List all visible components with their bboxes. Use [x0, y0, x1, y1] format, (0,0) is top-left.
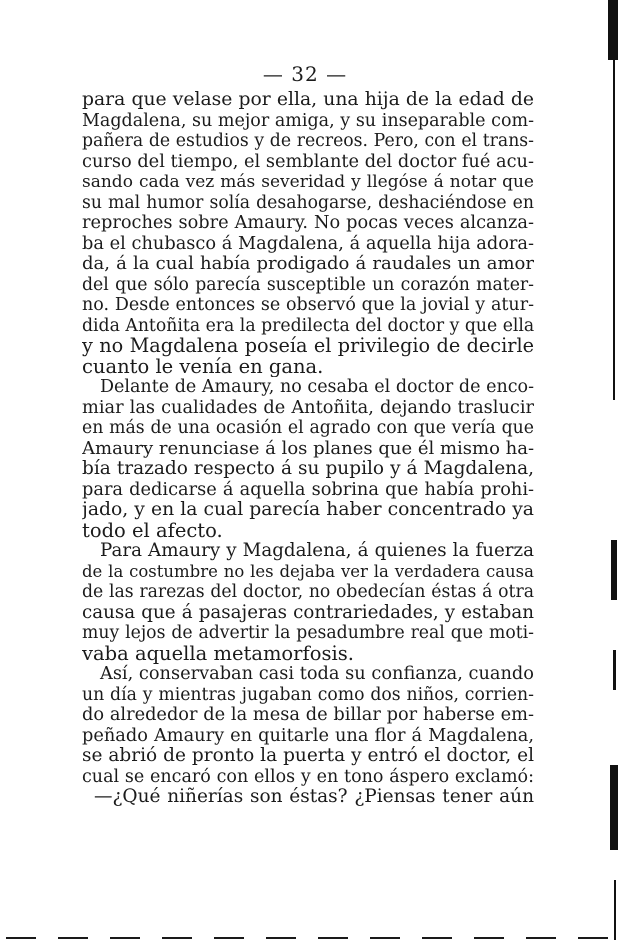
scan-dash: [266, 937, 296, 939]
scan-dash: [110, 937, 140, 939]
text-line: reproches sobre Amaury. No pocas veces alcanza-: [82, 213, 534, 233]
text-line: pañera de estudios y de recreos. Pero, con el trans-: [82, 131, 534, 151]
text-line: cual se encaró con ellos y en tono áspero exclamó:: [82, 766, 534, 787]
scan-dash: [578, 937, 608, 939]
scan-dash: [526, 937, 556, 939]
text-line: muy lejos de advertir la pesadumbre real que moti-: [82, 623, 534, 643]
text-line: jado, y en la cual parecía haber concentrado ya: [82, 500, 534, 520]
text-line: bía trazado respecto á su pupilo y á Magdalena,: [82, 459, 534, 479]
text-line: Amaury renunciase á los planes que él mismo ha-: [82, 438, 534, 459]
text-line: para que velase por ella, una hija de la edad de: [82, 90, 534, 110]
text-line: de la costumbre no les dejaba ver la verdadera causa: [82, 561, 534, 581]
text-line: en más de una ocasión el agrado con que vería que: [82, 418, 534, 438]
scan-dash: [214, 937, 244, 939]
binding-mark: [611, 540, 617, 600]
scan-dash: [58, 937, 88, 939]
text-line: miar las cualidades de Antoñita, dejando traslucir: [82, 397, 534, 418]
scan-dash: [422, 937, 452, 939]
text-line: Magdalena, su mejor amiga, y su inseparable com-: [82, 110, 534, 131]
body-text: [82, 90, 534, 808]
page-number: — 32 —: [262, 62, 348, 86]
binding-mark: [613, 60, 615, 400]
text-line: sando cada vez más severidad y llegóse á notar que: [82, 172, 534, 192]
scan-dash: [474, 937, 504, 939]
text-line: ba el chubasco á Magdalena, á aquella hija adora-: [82, 233, 534, 254]
text-line: no. Desde entonces se observó que la jovial y atur-: [82, 295, 534, 315]
text-line: dida Antoñita era la predilecta del doctor y que ella: [82, 315, 534, 336]
text-line: —¿Qué niñerías son éstas? ¿Piensas tener aún: [94, 787, 534, 807]
scan-dash: [6, 937, 36, 939]
text-line: Delante de Amaury, no cesaba el doctor de enco-: [100, 377, 534, 397]
text-line: del que sólo parecía susceptible un corazón mater-: [82, 274, 534, 295]
scan-dash: [162, 937, 192, 939]
binding-mark: [613, 650, 616, 690]
text-line: cuanto le venía en gana.: [82, 356, 324, 377]
text-line: todo el afecto.: [82, 520, 223, 541]
text-line: un día y mientras jugaban como dos niños, corrien-: [82, 684, 534, 705]
text-line: do alrededor de la mesa de billar por haberse em-: [82, 705, 534, 725]
binding-mark: [614, 880, 616, 940]
text-line: se abrió de pronto la puerta y entró el doctor, el: [82, 746, 534, 766]
text-line: Para Amaury y Magdalena, á quienes la fuerza: [100, 541, 534, 561]
scan-dash: [370, 937, 400, 939]
text-line: vaba aquella metamorfosis.: [82, 643, 354, 664]
text-line: da, á la cual había prodigado á raudales un amor: [82, 254, 534, 274]
text-line: causa que á pasajeras contrariedades, y estaban: [82, 602, 534, 623]
text-line: su mal humor solía desahogarse, deshaciéndose en: [82, 192, 534, 213]
binding-mark: [608, 0, 618, 60]
text-line: Así, conservaban casi toda su confianza, cuando: [100, 664, 534, 684]
text-line: peñado Amaury en quitarle una flor á Magdalena,: [82, 725, 534, 746]
text-line: de las rarezas del doctor, no obedecían éstas á otra: [82, 582, 534, 602]
scan-dash: [318, 937, 348, 939]
page-binding-edge: [610, 0, 618, 949]
binding-mark: [610, 765, 618, 850]
text-line: curso del tiempo, el semblante del doctor fué acu-: [82, 151, 534, 172]
text-line: para dedicarse á aquella sobrina que había prohi-: [82, 479, 534, 500]
scan-edge-dashes: [0, 937, 626, 943]
text-line: y no Magdalena poseía el privilegio de decirle: [82, 336, 534, 357]
